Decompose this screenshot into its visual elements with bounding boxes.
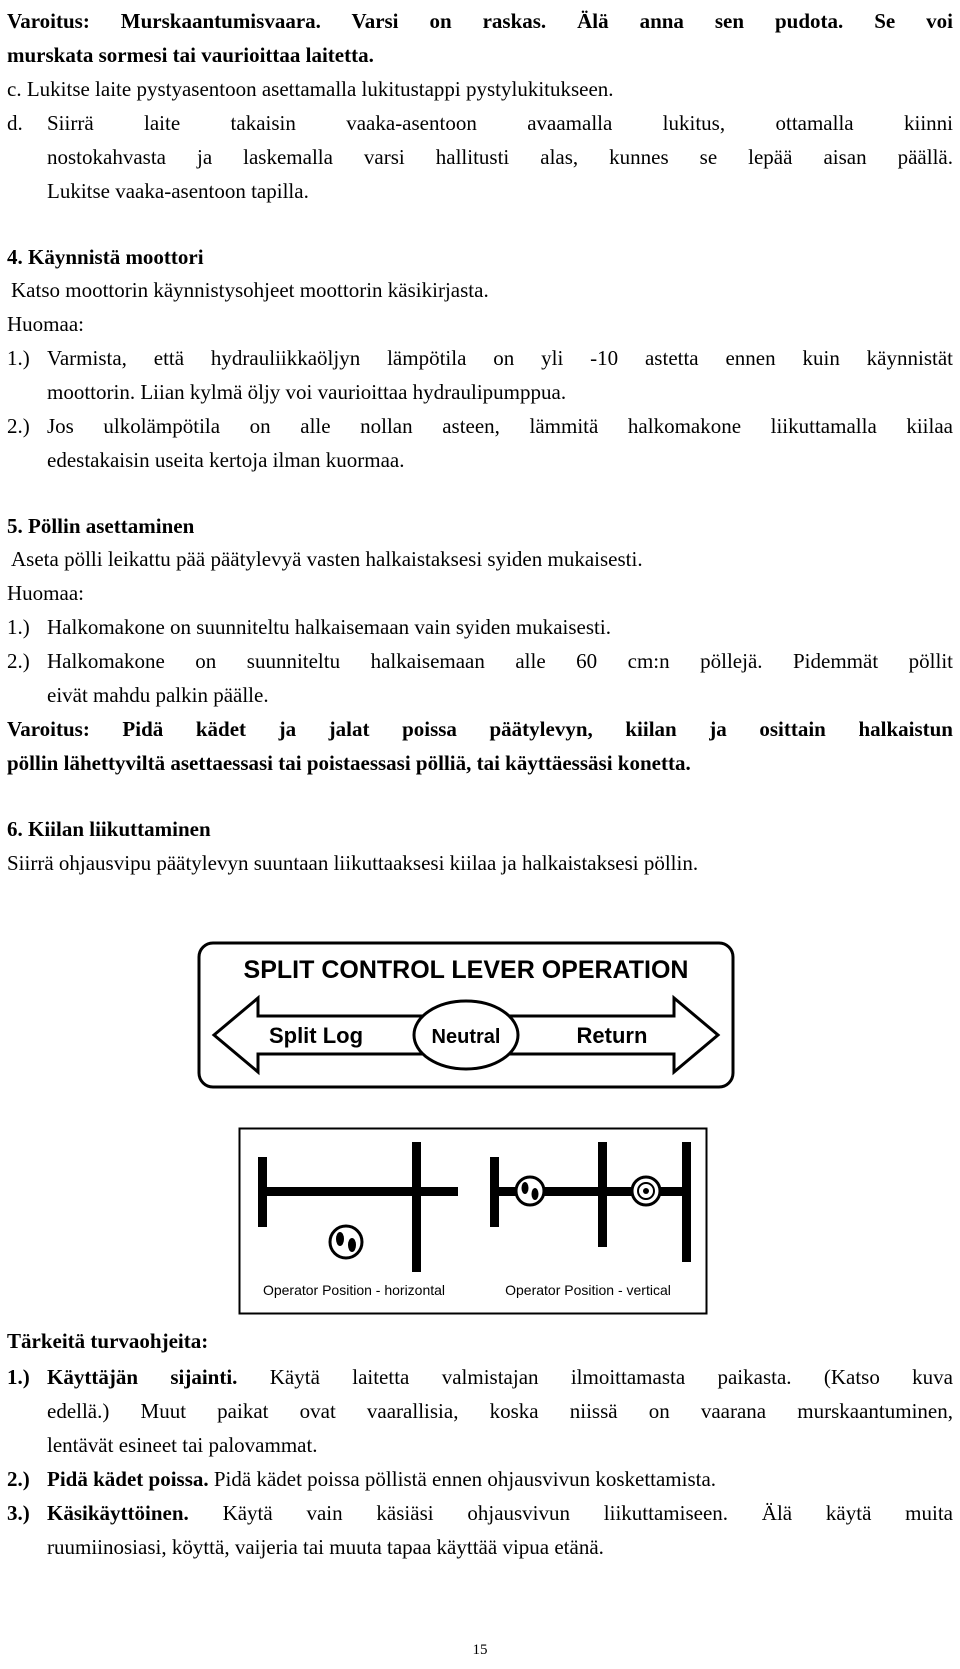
section5-warning-line1: Varoitus: Pidä kädet ja jalat poissa päätylevyn, kiilan ja osittain halkaistun [7, 717, 953, 741]
section4-heading: 4. Käynnistä moottori [7, 245, 204, 269]
safety-item3-text: Käytä vain käsiäsi ohjausvivun liikuttamiseen. Älä käytä muita [222, 1501, 953, 1525]
safety-item1-title: Käyttäjän sijainti. [47, 1365, 238, 1389]
section4-note1-num: 1.) [7, 346, 30, 370]
section5-note2-line1: Halkomakone on suunniteltu halkaisemaan alle 60 cm:n pöllejä. Pidemmät pöllit [47, 649, 953, 673]
section5-note2-num: 2.) [7, 649, 30, 673]
safety-item1-text: Käytä laitetta valmistajan ilmoittamasta paikasta. (Katso kuva [269, 1365, 954, 1389]
section4-note1-line2: moottorin. Liian kylmä öljy voi vaurioittaa hydraulipumppua. [47, 380, 567, 404]
step-c: c. Lukitse laite pystyasentoon asettamalla lukitustappi pystylukitukseen. [7, 77, 614, 101]
page-number: 15 [472, 1642, 488, 1658]
safety-item1-num: 1.) [7, 1365, 30, 1389]
step-d-line2: nostokahvasta ja laskemalla varsi hallitusti alas, kunnes se lepää aisan päällä. [47, 145, 953, 169]
operator-position-diagram [238, 1127, 708, 1315]
section5-note1-num: 1.) [7, 615, 30, 639]
sign-split-log: Split Log [268, 1023, 364, 1048]
step-d-line3: Lukitse vaaka-asentoon tapilla. [47, 179, 309, 203]
safety-heading: Tärkeitä turvaohjeita: [7, 1329, 209, 1353]
sign-title: SPLIT CONTROL LEVER OPERATION [243, 956, 689, 984]
step-d-line1: Siirrä laite takaisin vaaka-asentoon avaamalla lukitus, ottamalla kiinni [47, 111, 953, 135]
section4-note2-line2: edestakaisin useita kertoja ilman kuormaa. [47, 448, 405, 472]
footprints-icon [516, 1177, 544, 1205]
section5-note2-line2: eivät mahdu palkin päälle. [47, 683, 269, 707]
safety-item1-line1 [47, 1360, 953, 1394]
safety-item1-line2: edellä.) Muut paikat ovat vaarallisia, koska niissä on vaarana murskaantuminen, [47, 1399, 953, 1423]
safety-item2-text: Pidä kädet poissa pöllistä ennen ohjausvivun koskettamista. [213, 1467, 717, 1491]
split-control-lever-sign [196, 940, 736, 1090]
section5-intro: Aseta pölli leikattu pää päätylevyä vasten halkaistaksesi syiden mukaisesti. [11, 547, 643, 571]
safety-item3-line1 [47, 1496, 953, 1530]
section5-warning-line2: pöllin lähettyviltä asettaessasi tai poistaessasi pölliä, tai käyttäessäsi konetta. [7, 751, 691, 775]
step-d-prefix: d. [7, 111, 23, 135]
section5-heading: 5. Pöllin asettaminen [7, 514, 195, 538]
section4-note2-num: 2.) [7, 414, 30, 438]
warning-crush-line1: Varoitus: Murskaantumisvaara. Varsi on raskas. Älä anna sen pudota. Se voi [7, 9, 953, 33]
safety-item2-num: 2.) [7, 1467, 30, 1491]
safety-item3-num: 3.) [7, 1501, 30, 1525]
section5-note-label: Huomaa: [7, 581, 84, 605]
label-position-horizontal: Operator Position - horizontal [262, 1282, 446, 1298]
section4-note1-line1: Varmista, että hydrauliikkaöljyn lämpötila on yli -10 astetta ennen kuin käynnistät [47, 346, 953, 370]
section6-intro: Siirrä ohjausvipu päätylevyn suuntaan liikuttaaksesi kiilaa ja halkaistaksesi pöllin. [7, 851, 699, 875]
safety-item1-line3: lentävät esineet tai palovammat. [47, 1433, 318, 1457]
safety-item2-line1 [47, 1462, 716, 1496]
sign-return: Return [576, 1023, 648, 1048]
section4-intro: Katso moottorin käynnistysohjeet moottorin käsikirjasta. [11, 278, 489, 302]
footprints-icon [330, 1226, 362, 1258]
section4-note-label: Huomaa: [7, 312, 84, 336]
safety-item3-line2: ruumiinosiasi, köyttä, vaijeria tai muuta tapaa käyttää vipua etänä. [47, 1535, 604, 1559]
warning-crush-line2: murskata sormesi tai vaurioittaa laitetta. [7, 43, 374, 67]
section6-heading: 6. Kiilan liikuttaminen [7, 817, 211, 841]
safety-item3-title: Käsikäyttöinen. [47, 1501, 189, 1525]
target-icon [632, 1177, 660, 1205]
label-position-vertical: Operator Position - vertical [505, 1282, 671, 1298]
section4-note2-line1: Jos ulkolämpötila on alle nollan asteen, lämmitä halkomakone liikuttamalla kiilaa [47, 414, 953, 438]
section5-note1-line1: Halkomakone on suunniteltu halkaisemaan vain syiden mukaisesti. [47, 615, 611, 639]
sign-neutral: Neutral [431, 1026, 501, 1048]
safety-item2-title: Pidä kädet poissa. [47, 1467, 209, 1491]
